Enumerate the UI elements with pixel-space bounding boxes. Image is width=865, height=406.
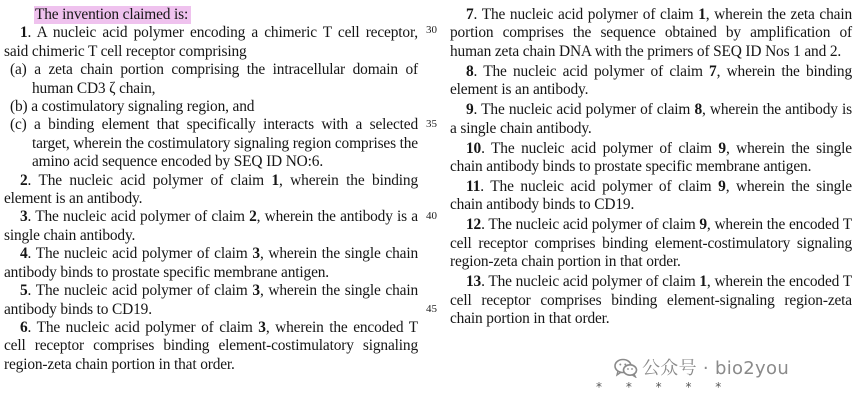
- claim-reference: 1: [271, 171, 279, 189]
- claim-reference: 3: [258, 318, 266, 336]
- line-number: 30: [426, 24, 437, 36]
- claim-reference: 2: [249, 208, 257, 226]
- claim-reference: 1: [698, 6, 706, 23]
- watermark-text: 公众号 · bio2you: [642, 358, 790, 379]
- claim-text: . The nucleic acid polymer of claim: [27, 282, 253, 300]
- claim-text: . The nucleic acid polymer of claim: [480, 178, 719, 196]
- claim-text: , wherein the encoded T cell receptor comprises binding element-costimulatory signaling region-zeta chain portion in that order.: [4, 318, 418, 373]
- claim-reference: 9: [699, 216, 707, 234]
- claim-7: [450, 6, 852, 61]
- claim-number: 9: [466, 101, 474, 119]
- claim-12: [450, 216, 852, 271]
- claim-text: , wherein the encoded T cell receptor comprises binding element-signaling region-zeta chain portion in that order.: [450, 273, 852, 328]
- claim-number: 1: [20, 24, 28, 42]
- claim-text: , wherein the binding element is an antibody.: [4, 171, 418, 208]
- claim-number: 4: [20, 245, 28, 263]
- claim-text: . The nucleic acid polymer of claim: [481, 216, 700, 234]
- claim-number: 6: [20, 318, 28, 336]
- claim-text: , wherein the single chain antibody binds to CD19.: [450, 178, 852, 214]
- left-column: [4, 6, 418, 374]
- claim-text: . The nucleic acid polymer of claim: [27, 171, 272, 189]
- claim-1: [4, 24, 418, 171]
- claim-number: 8: [466, 62, 474, 80]
- watermark: [596, 356, 864, 406]
- claim-reference: 8: [694, 101, 702, 119]
- claim-number: 11: [466, 178, 481, 196]
- claim-8: [450, 63, 852, 100]
- line-number: 35: [426, 118, 437, 130]
- line-number: 40: [426, 210, 437, 222]
- claim-text: . The nucleic acid polymer of claim: [27, 208, 250, 226]
- claim-3: [4, 208, 418, 245]
- wechat-icon: [614, 358, 638, 378]
- claim-subitem: (b) a costimulatory signaling region, and: [10, 98, 255, 116]
- watermark-stars: * * * * *: [596, 380, 732, 394]
- claim-text: , wherein the antibody is a single chain antibody.: [4, 208, 418, 244]
- claim-number: 7: [466, 6, 474, 23]
- claim-2: [4, 172, 418, 209]
- line-number: 45: [426, 303, 437, 315]
- claim-9: [450, 101, 852, 138]
- claim-text: , wherein the encoded T cell receptor comprises binding element-costimulatory signaling region-zeta chain portion in that order.: [450, 216, 852, 271]
- claim-reference: 7: [709, 62, 717, 80]
- claim-5: [4, 282, 418, 319]
- claim-text: [4, 24, 418, 61]
- claim-number: 3: [20, 208, 28, 226]
- claim-text: . The nucleic acid polymer of claim: [473, 6, 699, 23]
- claim-13: [450, 273, 852, 328]
- claim-number: 12: [466, 216, 482, 234]
- claim-subitem: (a) a zeta chain portion comprising the intracellular domain of human CD3 ζ chain,: [10, 61, 418, 97]
- claim-text: , wherein the single chain antibody binds to prostate specific membrane antigen.: [4, 245, 418, 281]
- claim-text: . The nucleic acid polymer of claim: [473, 62, 710, 80]
- claim-number: 10: [466, 139, 482, 157]
- claim-reference: 9: [718, 139, 726, 157]
- claim-4: [4, 245, 418, 282]
- claim-number: 13: [466, 273, 482, 291]
- claim-11: [450, 178, 852, 215]
- claim-text: , wherein the single chain antibody binds to prostate specific membrane antigen.: [450, 139, 852, 176]
- claim-text: , wherein the single chain antibody binds to CD19.: [4, 282, 418, 318]
- claim-text: . The nucleic acid polymer of claim: [27, 245, 253, 263]
- claim-10: [450, 140, 852, 177]
- claim-number: 5: [20, 282, 28, 300]
- right-column: [450, 6, 852, 330]
- claim-text: , wherein the binding element is an antibody.: [450, 62, 852, 99]
- claim-reference: 1: [699, 273, 707, 291]
- claim-text: . The nucleic acid polymer of claim: [27, 318, 259, 336]
- claim-number: 2: [20, 171, 28, 189]
- claim-reference: 9: [718, 178, 726, 196]
- claim-reference: 3: [252, 282, 260, 300]
- claim-text: . The nucleic acid polymer of claim: [481, 273, 700, 291]
- claim-6: [4, 319, 418, 374]
- claim-subitem: (c) a binding element that specifically interacts with a selected target, wherein the costimulatory signaling region comprises the amino acid sequence encoded by SEQ ID NO:6.: [10, 116, 418, 171]
- claim-text: . The nucleic acid polymer of claim: [481, 139, 719, 157]
- claim-reference: 3: [252, 245, 260, 263]
- claim-text: . The nucleic acid polymer of claim: [473, 101, 695, 119]
- claims-heading: The invention claimed is:: [34, 6, 191, 24]
- claim-intro: . A nucleic acid polymer encoding a chimeric T cell receptor, said chimeric T cell receptor comprising: [4, 24, 418, 60]
- claim-text: , wherein the zeta chain portion comprises the sequence obtained by amplification of human zeta chain DNA with the primers of SEQ ID Nos 1 and 2.: [450, 6, 852, 60]
- claim-text: , wherein the antibody is a single chain antibody.: [450, 101, 852, 137]
